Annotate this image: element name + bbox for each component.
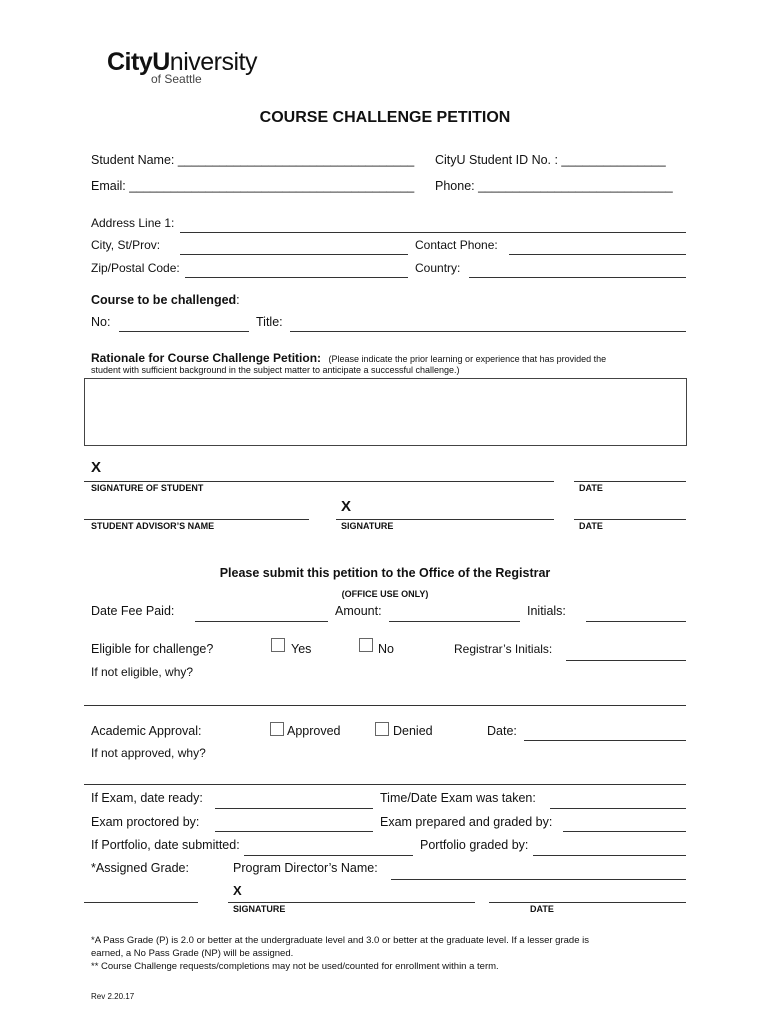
approved-label: Approved <box>287 724 341 738</box>
eligible-yes-label: Yes <box>291 642 312 656</box>
student-date-line[interactable] <box>574 481 686 482</box>
exam-proctored-label: Exam proctored by: <box>91 815 200 829</box>
date-fee-paid-label: Date Fee Paid: <box>91 604 175 618</box>
eligible-no-checkbox[interactable] <box>359 638 373 652</box>
rationale-note-line2: student with sufficient background in the subject matter to anticipate a successful challenge.) <box>91 365 460 375</box>
advisor-signature-x: X <box>341 498 352 515</box>
not-eligible-why-label: If not eligible, why? <box>91 665 194 679</box>
director-date-label: DATE <box>530 904 554 914</box>
course-no-input[interactable] <box>119 331 249 332</box>
approval-date-label: Date: <box>487 724 517 738</box>
portfolio-date-label: If Portfolio, date submitted: <box>91 838 240 852</box>
page-title: COURSE CHALLENGE PETITION <box>259 109 511 126</box>
course-no-label: No: <box>91 315 111 329</box>
director-signature-line[interactable] <box>228 902 475 903</box>
assigned-grade-input[interactable] <box>84 902 198 903</box>
footnote-line3: ** Course Challenge requests/completions may not be used/counted for enrollment within a term. <box>91 961 499 972</box>
portfolio-graded-input[interactable] <box>533 855 686 856</box>
course-title-label: Title: <box>256 315 283 329</box>
zip-input[interactable] <box>185 277 408 278</box>
student-name-field[interactable]: Student Name: __________________________________ <box>91 153 415 167</box>
rationale-note-line1: (Please indicate the prior learning or experience that has provided the <box>328 354 607 364</box>
country-label: Country: <box>415 261 461 275</box>
portfolio-date-input[interactable] <box>244 855 413 856</box>
logo-text-u: U <box>152 48 170 76</box>
approval-date-input[interactable] <box>524 740 686 741</box>
rationale-heading-text: Rationale for Course Challenge Petition: <box>91 351 322 365</box>
not-eligible-why-line[interactable] <box>84 705 686 706</box>
address-line1-label: Address Line 1: <box>91 216 175 230</box>
amount-label: Amount: <box>335 604 382 618</box>
advisor-signature-label: SIGNATURE <box>341 521 394 531</box>
director-signature-label: SIGNATURE <box>233 904 286 914</box>
not-approved-why-label: If not approved, why? <box>91 746 206 760</box>
approved-checkbox[interactable] <box>270 722 284 736</box>
advisor-date-line[interactable] <box>574 519 686 520</box>
rationale-textbox[interactable] <box>84 378 687 446</box>
exam-taken-label: Time/Date Exam was taken: <box>380 791 536 805</box>
footnote-line2: earned, a No Pass Grade (NP) will be assigned. <box>91 948 294 959</box>
advisor-signature-line[interactable] <box>336 519 554 520</box>
date-fee-paid-input[interactable] <box>195 621 328 622</box>
exam-date-ready-label: If Exam, date ready: <box>91 791 203 805</box>
office-use-label: (OFFICE USE ONLY) <box>341 589 429 599</box>
portfolio-graded-label: Portfolio graded by: <box>420 838 529 852</box>
exam-prepared-input[interactable] <box>563 831 686 832</box>
exam-date-ready-input[interactable] <box>215 808 373 809</box>
exam-prepared-label: Exam prepared and graded by: <box>380 815 553 829</box>
program-director-label: Program Director’s Name: <box>233 861 378 875</box>
student-id-field[interactable]: CityU Student ID No. : _______________ <box>435 153 666 167</box>
student-signature-label: SIGNATURE OF STUDENT <box>91 483 204 493</box>
logo-subtitle: of Seattle <box>151 72 202 86</box>
zip-label: Zip/Postal Code: <box>91 261 180 275</box>
advisor-name-label: STUDENT ADVISOR’S NAME <box>91 521 215 531</box>
eligible-yes-checkbox[interactable] <box>271 638 285 652</box>
director-date-line[interactable] <box>489 902 686 903</box>
not-approved-why-line[interactable] <box>84 784 686 785</box>
denied-checkbox[interactable] <box>375 722 389 736</box>
advisor-date-label: DATE <box>579 521 603 531</box>
program-director-input[interactable] <box>391 879 686 880</box>
registrar-initials-label: Registrar’s Initials: <box>454 642 553 656</box>
academic-approval-label: Academic Approval: <box>91 724 202 738</box>
address-line1-input[interactable] <box>180 232 686 233</box>
exam-taken-input[interactable] <box>550 808 686 809</box>
logo-text-city: City <box>107 48 153 76</box>
email-field[interactable]: Email: _________________________________________ <box>91 179 415 193</box>
phone-field[interactable]: Phone: ____________________________ <box>435 179 673 193</box>
registrar-initials-input[interactable] <box>566 660 686 661</box>
submit-note: Please submit this petition to the Office of the Registrar <box>219 566 551 580</box>
course-heading-text: Course to be challenged <box>91 293 237 307</box>
initials-input[interactable] <box>586 621 686 622</box>
country-input[interactable] <box>469 277 686 278</box>
advisor-name-line[interactable] <box>84 519 309 520</box>
contact-phone-input[interactable] <box>509 254 686 255</box>
revision-label: Rev 2.20.17 <box>91 992 135 1001</box>
student-date-label: DATE <box>579 483 603 493</box>
course-heading-colon: : <box>236 293 240 307</box>
course-heading <box>91 293 240 307</box>
assigned-grade-label: *Assigned Grade: <box>91 861 189 875</box>
amount-input[interactable] <box>389 621 520 622</box>
exam-proctored-input[interactable] <box>215 831 373 832</box>
footnote-line1: *A Pass Grade (P) is 2.0 or better at the undergraduate level and 3.0 or better at the graduate level. If a lesser grade is <box>91 935 589 946</box>
director-signature-x: X <box>233 883 242 898</box>
logo-text-niversity: niversity <box>169 48 257 76</box>
denied-label: Denied <box>393 724 433 738</box>
city-label: City, St/Prov: <box>91 238 161 252</box>
eligible-no-label: No <box>378 642 394 656</box>
student-signature-line[interactable] <box>84 481 554 482</box>
student-signature-x: X <box>91 459 102 476</box>
contact-phone-label: Contact Phone: <box>415 238 498 252</box>
course-title-input[interactable] <box>290 331 686 332</box>
initials-label: Initials: <box>527 604 566 618</box>
eligible-label: Eligible for challenge? <box>91 642 214 656</box>
city-input[interactable] <box>180 254 408 255</box>
